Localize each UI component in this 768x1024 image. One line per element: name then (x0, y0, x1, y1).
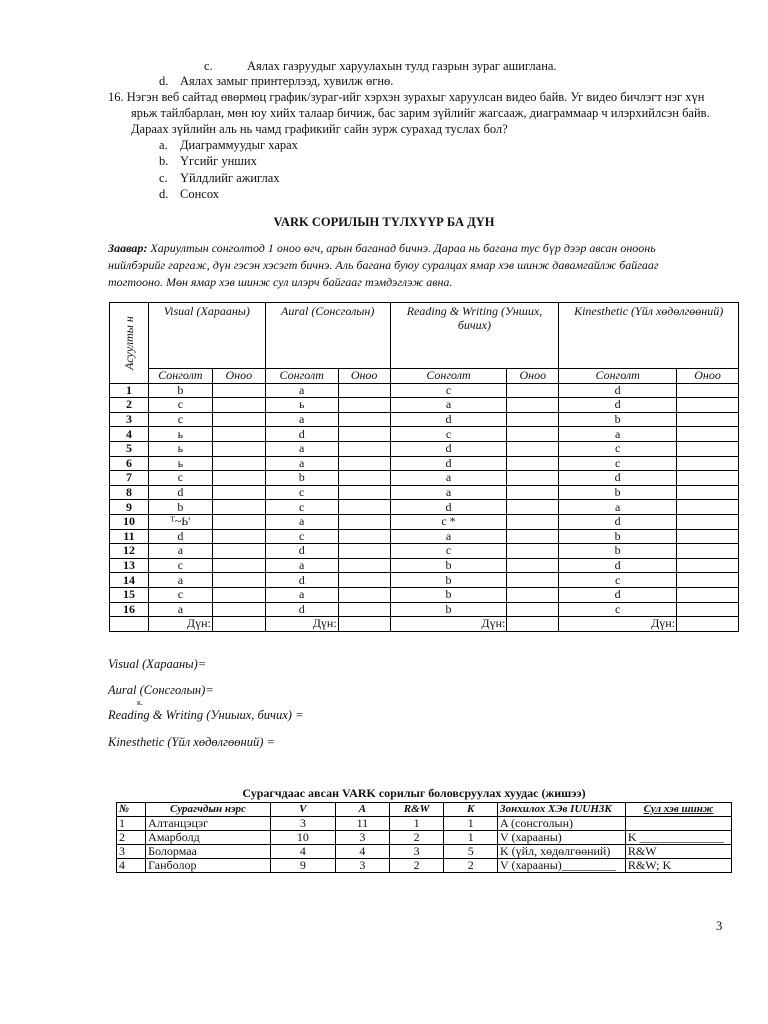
aural-score-cell (338, 398, 390, 413)
rw-score-cell (507, 398, 559, 413)
q16-option-d-letter: d. (159, 187, 169, 201)
visual-score-cell (212, 441, 265, 456)
kinesthetic-score-cell (677, 412, 739, 427)
aural-score-cell (338, 485, 390, 500)
kinesthetic-choice: b (559, 529, 677, 544)
question-number: 9 (110, 500, 149, 515)
visual-choice: a (148, 573, 212, 588)
aural-choice: d (265, 427, 338, 442)
visual-score-cell (212, 383, 265, 398)
example-student-name: Болормаа (146, 845, 271, 859)
visual-choice: c (148, 587, 212, 602)
example-a: 4 (335, 845, 389, 859)
rw-score-cell (507, 558, 559, 573)
kinesthetic-score-cell (677, 573, 739, 588)
rw-choice: d (390, 500, 507, 515)
sum-row-blank (110, 617, 149, 632)
kinesthetic-score-cell (677, 456, 739, 471)
example-dominant: A (сонсголын) (498, 817, 626, 831)
aural-score-cell (338, 587, 390, 602)
summary-reading-writing: Reading & Writing (Униыих, бичих) = (108, 708, 304, 722)
visual-choice: a (148, 602, 212, 617)
summary-small-mark: к. (137, 698, 143, 707)
visual-sum-cell (212, 617, 265, 632)
aural-sum-cell (338, 617, 390, 632)
q15-option-d-text: Аялах замыг принтерлээд, хувилж өгнө. (180, 74, 394, 88)
visual-score-cell (212, 412, 265, 427)
q16-option-a-text: Диаграммуудыг харах (180, 138, 298, 152)
visual-choice: d (148, 485, 212, 500)
rw-sum-cell (507, 617, 559, 632)
score-subheader: Оноо (507, 369, 559, 384)
kinesthetic-choice: a (559, 427, 677, 442)
question-number: 1 (110, 383, 149, 398)
rw-score-cell (507, 383, 559, 398)
instructions-line-1 (108, 241, 656, 256)
example-no: 2 (117, 831, 146, 845)
visual-choice: c (148, 471, 212, 486)
kinesthetic-score-cell (677, 587, 739, 602)
rw-choice: a (390, 471, 507, 486)
rw-choice: b (390, 558, 507, 573)
q16-option-b-letter: b. (159, 154, 169, 168)
aural-score-cell (338, 412, 390, 427)
kinesthetic-choice: d (559, 558, 677, 573)
kinesthetic-choice: c (559, 573, 677, 588)
question-number: 10 (110, 514, 149, 529)
example-v: 3 (270, 817, 335, 831)
rw-choice: b (390, 587, 507, 602)
visual-choice: c (148, 558, 212, 573)
q16-option-a-letter: a. (159, 138, 168, 152)
example-weak: K ______________ (625, 831, 731, 845)
question-number: 14 (110, 573, 149, 588)
visual-score-cell (212, 514, 265, 529)
key-table-row (110, 529, 739, 544)
choice-subheader: Сонголт (559, 369, 677, 384)
question-number: 3 (110, 412, 149, 427)
example-row (117, 817, 732, 831)
example-a: 11 (335, 817, 389, 831)
example-header-k: K (444, 803, 498, 817)
aural-sum-label: Дүн: (265, 617, 338, 632)
key-table-row (110, 441, 739, 456)
kinesthetic-sum-cell (677, 617, 739, 632)
kinesthetic-choice: b (559, 485, 677, 500)
choice-subheader: Сонголт (265, 369, 338, 384)
kinesthetic-score-cell (677, 485, 739, 500)
question-number: 5 (110, 441, 149, 456)
aural-header: Aural (Сонсголын) (265, 303, 390, 369)
question-number: 7 (110, 471, 149, 486)
kinesthetic-score-cell (677, 471, 739, 486)
aural-choice: a (265, 383, 338, 398)
kinesthetic-choice: d (559, 471, 677, 486)
q16-option-c-text: Үйлдлийг ажиглах (180, 171, 280, 185)
visual-score-cell (212, 529, 265, 544)
aural-score-cell (338, 500, 390, 515)
choice-subheader: Сонголт (148, 369, 212, 384)
rw-choice: d (390, 441, 507, 456)
example-a: 3 (335, 831, 389, 845)
q16-line-1: 16. Нэгэн веб сайтад өвөрмөц график/зураг-ийг хэрхэн зурахыг харуулсан видео байв. Уг видео бичлэгт нэг хүн (108, 90, 705, 104)
aural-choice: d (265, 544, 338, 559)
example-a: 3 (335, 859, 389, 873)
kinesthetic-choice: c (559, 441, 677, 456)
kinesthetic-choice: d (559, 398, 677, 413)
kinesthetic-choice: b (559, 544, 677, 559)
rw-choice: a (390, 485, 507, 500)
visual-score-cell (212, 485, 265, 500)
instructions-text-1: Хариултын сонголтод 1 оноо өгч, арын баганад бичнэ. Дараа нь багана тус бүр дээр авсан оноонь (147, 241, 656, 255)
visual-score-cell (212, 471, 265, 486)
key-table-row (110, 602, 739, 617)
aural-choice: c (265, 529, 338, 544)
kinesthetic-score-cell (677, 529, 739, 544)
aural-choice: c (265, 485, 338, 500)
question-number: 13 (110, 558, 149, 573)
section-title: VARK СОРИЛЫН ТҮЛХҮҮР БА ДҮН (273, 215, 495, 229)
aural-score-cell (338, 573, 390, 588)
kinesthetic-sum-label: Дүн: (559, 617, 677, 632)
visual-choice: a (148, 544, 212, 559)
example-header-no: № (117, 803, 146, 817)
aural-choice: a (265, 558, 338, 573)
aural-choice: d (265, 573, 338, 588)
key-table-row (110, 427, 739, 442)
visual-sum-label: Дүн: (148, 617, 212, 632)
rw-score-cell (507, 456, 559, 471)
visual-choice: c (148, 398, 212, 413)
rw-choice: c (390, 383, 507, 398)
example-header-weak: Сул хэв шинж (625, 803, 731, 817)
example-row (117, 845, 732, 859)
q15-option-d-letter: d. (159, 74, 169, 88)
kinesthetic-choice: a (559, 500, 677, 515)
visual-choice: b (148, 500, 212, 515)
kinesthetic-score-cell (677, 514, 739, 529)
page-number: 3 (716, 919, 723, 933)
example-header-name: Сурагчдын нэрс (146, 803, 271, 817)
kinesthetic-score-cell (677, 544, 739, 559)
example-k: 2 (444, 859, 498, 873)
example-title: Сурагчдаас авсан VARK сорилыг боловсруулах хуудас (жишээ) (242, 786, 586, 800)
summary-kinesthetic: Kinesthetic (Үйл хөдөлгөөний) = (108, 735, 275, 749)
aural-score-cell (338, 383, 390, 398)
example-dominant: V (харааны)_________ (498, 859, 626, 873)
example-no: 3 (117, 845, 146, 859)
key-table-row (110, 514, 739, 529)
rw-score-cell (507, 427, 559, 442)
example-header-a: A (335, 803, 389, 817)
aural-score-cell (338, 529, 390, 544)
key-table-row (110, 485, 739, 500)
key-table-row (110, 573, 739, 588)
question-number: 16 (110, 602, 149, 617)
example-rw: 2 (389, 831, 444, 845)
q16-line-3: Дараах зүйлийн аль нь чамд графикийг сайн зурж сурахад туслах бол? (131, 122, 508, 136)
rw-choice: c (390, 544, 507, 559)
key-table-row (110, 383, 739, 398)
visual-choice: d (148, 529, 212, 544)
rw-score-cell (507, 514, 559, 529)
kinesthetic-header: Kinesthetic (Үйл хөдөлгөөний) (559, 303, 739, 369)
q16-option-d-text: Сонсох (180, 187, 220, 201)
visual-score-cell (212, 558, 265, 573)
example-no: 4 (117, 859, 146, 873)
example-rw: 1 (389, 817, 444, 831)
kinesthetic-score-cell (677, 427, 739, 442)
example-dominant: V (харааны) (498, 831, 626, 845)
aural-choice: a (265, 514, 338, 529)
example-row (117, 831, 732, 845)
rw-choice: d (390, 412, 507, 427)
visual-score-cell (212, 602, 265, 617)
aural-choice: a (265, 456, 338, 471)
aural-choice: c (265, 500, 338, 515)
example-weak: R&W (625, 845, 731, 859)
aural-score-cell (338, 427, 390, 442)
kinesthetic-choice: b (559, 412, 677, 427)
key-table-row (110, 544, 739, 559)
example-dominant: K (үйл, хөдөлгөөний) (498, 845, 626, 859)
key-table-row (110, 587, 739, 602)
rw-score-cell (507, 500, 559, 515)
rw-choice: b (390, 573, 507, 588)
example-rw: 2 (389, 859, 444, 873)
question-number: 11 (110, 529, 149, 544)
key-table-row (110, 558, 739, 573)
example-weak: R&W; K (625, 859, 731, 873)
rw-choice: d (390, 456, 507, 471)
visual-score-cell (212, 427, 265, 442)
example-k: 1 (444, 817, 498, 831)
key-table-row (110, 456, 739, 471)
example-weak (625, 817, 731, 831)
q16-line-2: ярьж тайлбарлан, мөн юу хийх талаар бичиж, бас зарим зүйлийг жагсааж, диаграммаар ч илэрхийлсэн байв. (131, 106, 710, 120)
aural-score-cell (338, 456, 390, 471)
key-table-row (110, 412, 739, 427)
aural-score-cell (338, 602, 390, 617)
rw-score-cell (507, 573, 559, 588)
aural-choice: ь (265, 398, 338, 413)
visual-score-cell (212, 398, 265, 413)
visual-header: Visual (Харааны) (148, 303, 265, 369)
example-k: 5 (444, 845, 498, 859)
example-student-name: Алтанцэцэг (146, 817, 271, 831)
aural-choice: b (265, 471, 338, 486)
instructions-label: Заавар: (108, 241, 148, 255)
aural-choice: a (265, 587, 338, 602)
example-header-v: V (270, 803, 335, 817)
instructions-line-2: нийлбэрийг гаргаж, дүн гэсэн хэсэгт бичнэ. Аль багана буюу суралцах ямар хэв шинж давамгайлж байгааг (108, 258, 659, 272)
q16-option-b-text: Үгсийг унших (180, 154, 257, 168)
example-v: 4 (270, 845, 335, 859)
kinesthetic-choice: c (559, 602, 677, 617)
example-k: 1 (444, 831, 498, 845)
rw-score-cell (507, 412, 559, 427)
rw-score-cell (507, 602, 559, 617)
rw-choice: a (390, 398, 507, 413)
question-number: 12 (110, 544, 149, 559)
aural-score-cell (338, 544, 390, 559)
aural-score-cell (338, 441, 390, 456)
kinesthetic-choice: d (559, 587, 677, 602)
choice-subheader: Сонголт (390, 369, 507, 384)
question-number: 15 (110, 587, 149, 602)
aural-score-cell (338, 471, 390, 486)
rw-choice: b (390, 602, 507, 617)
example-student-name: Амарболд (146, 831, 271, 845)
aural-choice: d (265, 602, 338, 617)
example-no: 1 (117, 817, 146, 831)
rw-score-cell (507, 529, 559, 544)
visual-choice: b (148, 383, 212, 398)
question-number: 8 (110, 485, 149, 500)
visual-choice: ь (148, 456, 212, 471)
rw-score-cell (507, 587, 559, 602)
q15-option-c-text: Аялах газруудыг харуулахын тулд газрын зураг ашиглана. (247, 59, 557, 73)
rw-choice: a (390, 529, 507, 544)
key-table-row (110, 471, 739, 486)
rw-score-cell (507, 441, 559, 456)
q15-option-c-letter: c. (204, 59, 213, 73)
kinesthetic-score-cell (677, 398, 739, 413)
question-number: 4 (110, 427, 149, 442)
summary-aural: Aural (Сонсголын)= (108, 683, 214, 697)
q16-option-c-letter: c. (159, 171, 168, 185)
visual-score-cell (212, 456, 265, 471)
visual-choice: ь (148, 441, 212, 456)
aural-choice: a (265, 441, 338, 456)
example-header-rw: R&W (389, 803, 444, 817)
visual-score-cell (212, 573, 265, 588)
key-table-row (110, 500, 739, 515)
rw-sum-label: Дүн: (390, 617, 507, 632)
aural-score-cell (338, 514, 390, 529)
score-subheader: Оноо (212, 369, 265, 384)
aural-choice: a (265, 412, 338, 427)
kinesthetic-score-cell (677, 500, 739, 515)
example-table (116, 802, 732, 873)
question-column-header: Асуулты н (110, 303, 149, 384)
summary-visual: Visual (Харааны)= (108, 657, 207, 671)
score-subheader: Оноо (677, 369, 739, 384)
example-header-dominant: Зонхилох ХЭв IUUH3K (498, 803, 626, 817)
score-subheader: Оноо (338, 369, 390, 384)
example-v: 10 (270, 831, 335, 845)
question-number: 2 (110, 398, 149, 413)
instructions-line-3: тогтооно. Мөн ямар хэв шинж сул илэрч байгааг тэмдэглэж авна. (108, 275, 453, 289)
rw-score-cell (507, 471, 559, 486)
kinesthetic-choice: c (559, 456, 677, 471)
example-student-name: Ганболор (146, 859, 271, 873)
visual-choice: c (148, 412, 212, 427)
key-table-row (110, 398, 739, 413)
kinesthetic-score-cell (677, 383, 739, 398)
kinesthetic-score-cell (677, 441, 739, 456)
example-rw: 3 (389, 845, 444, 859)
example-v: 9 (270, 859, 335, 873)
aural-score-cell (338, 558, 390, 573)
vark-key-table (109, 302, 739, 632)
reading-writing-header: Reading & Writing (Унших, бичих) (390, 303, 559, 369)
kinesthetic-choice: d (559, 514, 677, 529)
rw-score-cell (507, 485, 559, 500)
visual-score-cell (212, 544, 265, 559)
kinesthetic-score-cell (677, 602, 739, 617)
visual-score-cell (212, 587, 265, 602)
rw-score-cell (507, 544, 559, 559)
kinesthetic-score-cell (677, 558, 739, 573)
visual-choice: ᵀ~Ь' (148, 514, 212, 529)
question-number: 6 (110, 456, 149, 471)
kinesthetic-choice: d (559, 383, 677, 398)
rw-choice: c (390, 427, 507, 442)
example-row (117, 859, 732, 873)
rw-choice: c * (390, 514, 507, 529)
visual-choice: ь (148, 427, 212, 442)
visual-score-cell (212, 500, 265, 515)
